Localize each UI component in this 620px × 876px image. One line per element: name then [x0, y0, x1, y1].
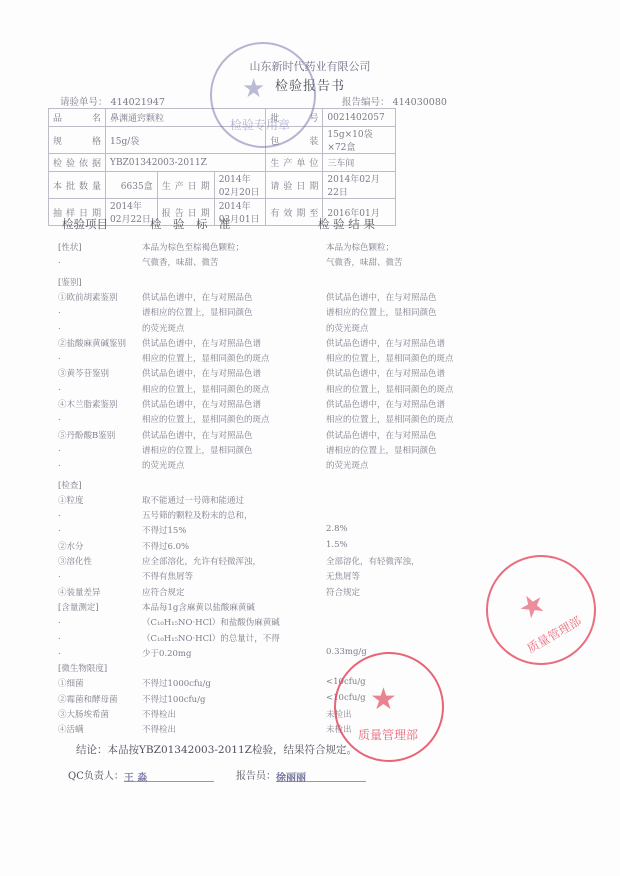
producer-label: 生产单位 — [266, 154, 323, 172]
column-header-item: 检验项目 — [62, 217, 108, 231]
row-standard: 相应的位置上，显相同颜色的斑点 — [142, 354, 270, 365]
row-item: ⑤丹酚酸B鉴别 — [58, 430, 116, 441]
company-stamp-red — [466, 535, 616, 685]
company-name: 山东新时代药业有限公司 — [249, 60, 371, 73]
request-date: 2014年02月22日 — [323, 172, 396, 199]
package: 15g×10袋×72盒 — [323, 127, 396, 154]
row-item: ①欧前胡素鉴别 — [58, 292, 118, 303]
star-icon: ★ — [370, 682, 397, 717]
row-standard: 谱相应的位置上，显相同颜色 — [142, 445, 253, 456]
row-result: 全部溶化，有轻微浑浊， — [326, 557, 420, 567]
report-date: 2014年03月01日 — [214, 199, 266, 226]
row-result: 的荧光斑点 — [326, 323, 369, 334]
qc-manager — [68, 767, 214, 782]
row-result: 相应的位置上，显相同颜色的斑点 — [326, 415, 454, 426]
row-standard: （C₁₀H₁₅NO·HCl）的总量计，不得 — [142, 633, 280, 644]
reporter — [236, 767, 366, 782]
sample-date: 2014年02月22日 — [106, 199, 158, 226]
row-result: <10cfu/g — [326, 692, 366, 703]
row-result: 供试品色谱中，在与对照品色谱 — [326, 400, 446, 410]
row-standard: 本品为棕色至棕褐色颗粒； — [142, 243, 245, 253]
row-result: 符合规定 — [326, 587, 361, 598]
row-item: [微生物限度] — [58, 664, 108, 675]
row-item: . — [58, 382, 61, 393]
product-name-label: 品 名 — [49, 109, 106, 127]
row-item: . — [58, 646, 61, 657]
production-date: 2014年02月20日 — [214, 172, 266, 199]
product-name: 鼻渊通窍颗粒 — [106, 109, 266, 127]
row-item: ②水分 — [58, 541, 84, 552]
qc-manager-label: QC负责人： — [68, 771, 124, 782]
expiry-date: 2016年01月 — [323, 199, 396, 226]
row-standard: 气微香，味甜、微苦 — [142, 258, 219, 269]
row-item: [性状] — [58, 243, 82, 253]
row-result: 供试品色谱中，在与对照品色谱 — [326, 369, 446, 380]
row-item: . — [58, 413, 61, 424]
row-result: <10cfu/g — [326, 677, 366, 688]
row-item: [检查] — [58, 480, 82, 491]
stamp-text: 检验专用章 — [230, 118, 291, 132]
row-item: ④木兰脂素鉴别 — [58, 400, 118, 410]
document-title: 检验报告书 — [274, 79, 345, 94]
row-standard: 应符合规定 — [142, 587, 185, 598]
row-standard: 供试品色谱中，在与对照品色谱 — [142, 369, 262, 380]
row-item: ③黄芩苷鉴别 — [58, 369, 110, 380]
request-number — [60, 94, 165, 108]
inspection-stamp-blue — [210, 42, 316, 148]
row-standard: 的荧光斑点 — [142, 461, 185, 472]
row-standard: 不得过6.0% — [142, 541, 190, 552]
row-standard: 供试品色谱中，在与对照品色谱 — [142, 400, 262, 410]
row-standard: 不得过100cfu/g — [142, 694, 206, 705]
batch-number: 0021402057 — [323, 109, 396, 127]
row-standard: 应全部溶化，允许有轻微浑浊， — [142, 557, 262, 567]
stamp-text: 质量管理部 — [358, 728, 419, 742]
row-item: ③大肠埃希菌 — [58, 710, 110, 720]
row-item: ②盐酸麻黄碱鉴别 — [58, 338, 127, 349]
row-item: . — [58, 352, 61, 363]
row-result: 0.33mg/g — [326, 646, 367, 657]
row-standard: 供试品色谱中，在与对照品色 — [142, 430, 253, 441]
row-item: [鉴别] — [58, 277, 82, 288]
row-standard: 不得检出 — [142, 710, 177, 720]
quantity-label: 本批数量 — [49, 172, 106, 199]
spec-label: 规 格 — [49, 127, 106, 154]
report-date-label: 报告日期 — [157, 199, 214, 226]
row-standard: 本品每1g含麻黄以盐酸麻黄碱 — [142, 602, 255, 613]
reporter-label: 报告员： — [236, 771, 276, 782]
star-icon: ★ — [242, 74, 266, 104]
request-date-label: 请验日期 — [266, 172, 323, 199]
row-result: 相应的位置上，显相同颜色的斑点 — [326, 384, 454, 395]
row-result: 供试品色谱中，在与对照品色 — [326, 430, 437, 441]
row-result: 气微香，味甜、微苦 — [326, 258, 403, 269]
row-item: . — [58, 306, 61, 317]
row-standard: 供试品色谱中，在与对照品色 — [142, 292, 253, 303]
report-number-label: 报告编号： — [342, 97, 390, 108]
request-number-value: 414021947 — [110, 97, 165, 108]
row-item: . — [58, 570, 61, 581]
row-result: 相应的位置上，显相同颜色的斑点 — [326, 354, 454, 365]
column-header-standard: 检 验 标 准 — [150, 217, 231, 231]
row-standard: 少于0.20mg — [142, 648, 192, 659]
row-result: 供试品色谱中，在与对照品色谱 — [326, 338, 446, 349]
row-result: 谱相应的位置上，显相同颜色 — [326, 445, 437, 456]
row-item: . — [58, 524, 61, 535]
batch-label: 批号 — [266, 109, 323, 127]
spec: 15g/袋 — [106, 127, 266, 154]
row-item: ②霉菌和酵母菌 — [58, 694, 118, 705]
stamp-text: 质量管理部 — [524, 613, 584, 656]
sample-date-label: 抽样日期 — [49, 199, 106, 226]
production-date-label: 生产日期 — [157, 172, 214, 199]
row-standard: （C₁₀H₁₅NO·HCl）和盐酸伪麻黄碱 — [142, 618, 280, 629]
producer: 三车间 — [323, 154, 396, 172]
row-result: 供试品色谱中，在与对照品色 — [326, 292, 437, 303]
row-item: . — [58, 256, 61, 267]
row-result: 未检出 — [326, 725, 352, 736]
row-standard: 相应的位置上，显相同颜色的斑点 — [142, 384, 270, 395]
row-item: ①粒度 — [58, 495, 84, 506]
star-icon: ★ — [512, 584, 553, 629]
basis-label: 检验依据 — [49, 154, 106, 172]
row-standard: 不得检出 — [142, 725, 177, 736]
quality-dept-stamp-red — [334, 652, 444, 762]
column-header-result: 检 验 结 果 — [318, 217, 375, 231]
row-item: ④装量差异 — [58, 587, 101, 598]
row-result: 2.8% — [326, 524, 348, 535]
row-result: 无焦屑等 — [326, 572, 361, 583]
row-standard: 不得过1000cfu/g — [142, 679, 211, 690]
row-standard: 的荧光斑点 — [142, 323, 185, 334]
report-number-value: 414030080 — [392, 97, 447, 108]
row-item: ③溶化性 — [58, 557, 93, 567]
row-item: . — [58, 509, 61, 520]
basis: YBZ01342003-2011Z — [106, 154, 266, 172]
row-item: . — [58, 616, 61, 627]
row-result: 未检出 — [326, 710, 352, 720]
quantity: 6635盒 — [106, 172, 158, 199]
row-standard: 谱相应的位置上，显相同颜色 — [142, 308, 253, 319]
reporter-signature: 徐丽丽 — [276, 769, 366, 782]
row-standard: 不得过15% — [142, 526, 187, 537]
row-result: 1.5% — [326, 539, 348, 550]
row-item: . — [58, 321, 61, 332]
report-number — [342, 94, 447, 108]
qc-signature: 王 淼 — [124, 769, 214, 782]
row-item: [含量测定] — [58, 602, 99, 613]
conclusion: 结论：本品按YBZ01342003-2011Z检验，结果符合规定。 — [76, 744, 357, 756]
row-standard: 取不能通过一号筛和能通过 — [142, 495, 245, 506]
request-number-label: 请验单号： — [60, 97, 108, 108]
row-result: 谱相应的位置上，显相同颜色 — [326, 308, 437, 319]
expiry-label: 有效期至 — [266, 199, 323, 226]
row-result: 的荧光斑点 — [326, 461, 369, 472]
row-item: . — [58, 443, 61, 454]
row-standard: 五号筛的颗粒及粉末的总和， — [142, 511, 253, 522]
row-item: . — [58, 631, 61, 642]
package-label: 包 装 — [266, 127, 323, 154]
row-result: 本品为棕色颗粒； — [326, 243, 395, 253]
row-item: ①细菌 — [58, 679, 84, 690]
row-standard: 相应的位置上，显相同颜色的斑点 — [142, 415, 270, 426]
row-item: . — [58, 459, 61, 470]
row-standard: 供试品色谱中，在与对照品色谱 — [142, 338, 262, 349]
row-item: ④活螨 — [58, 725, 84, 736]
row-standard: 不得有焦屑等 — [142, 572, 194, 583]
